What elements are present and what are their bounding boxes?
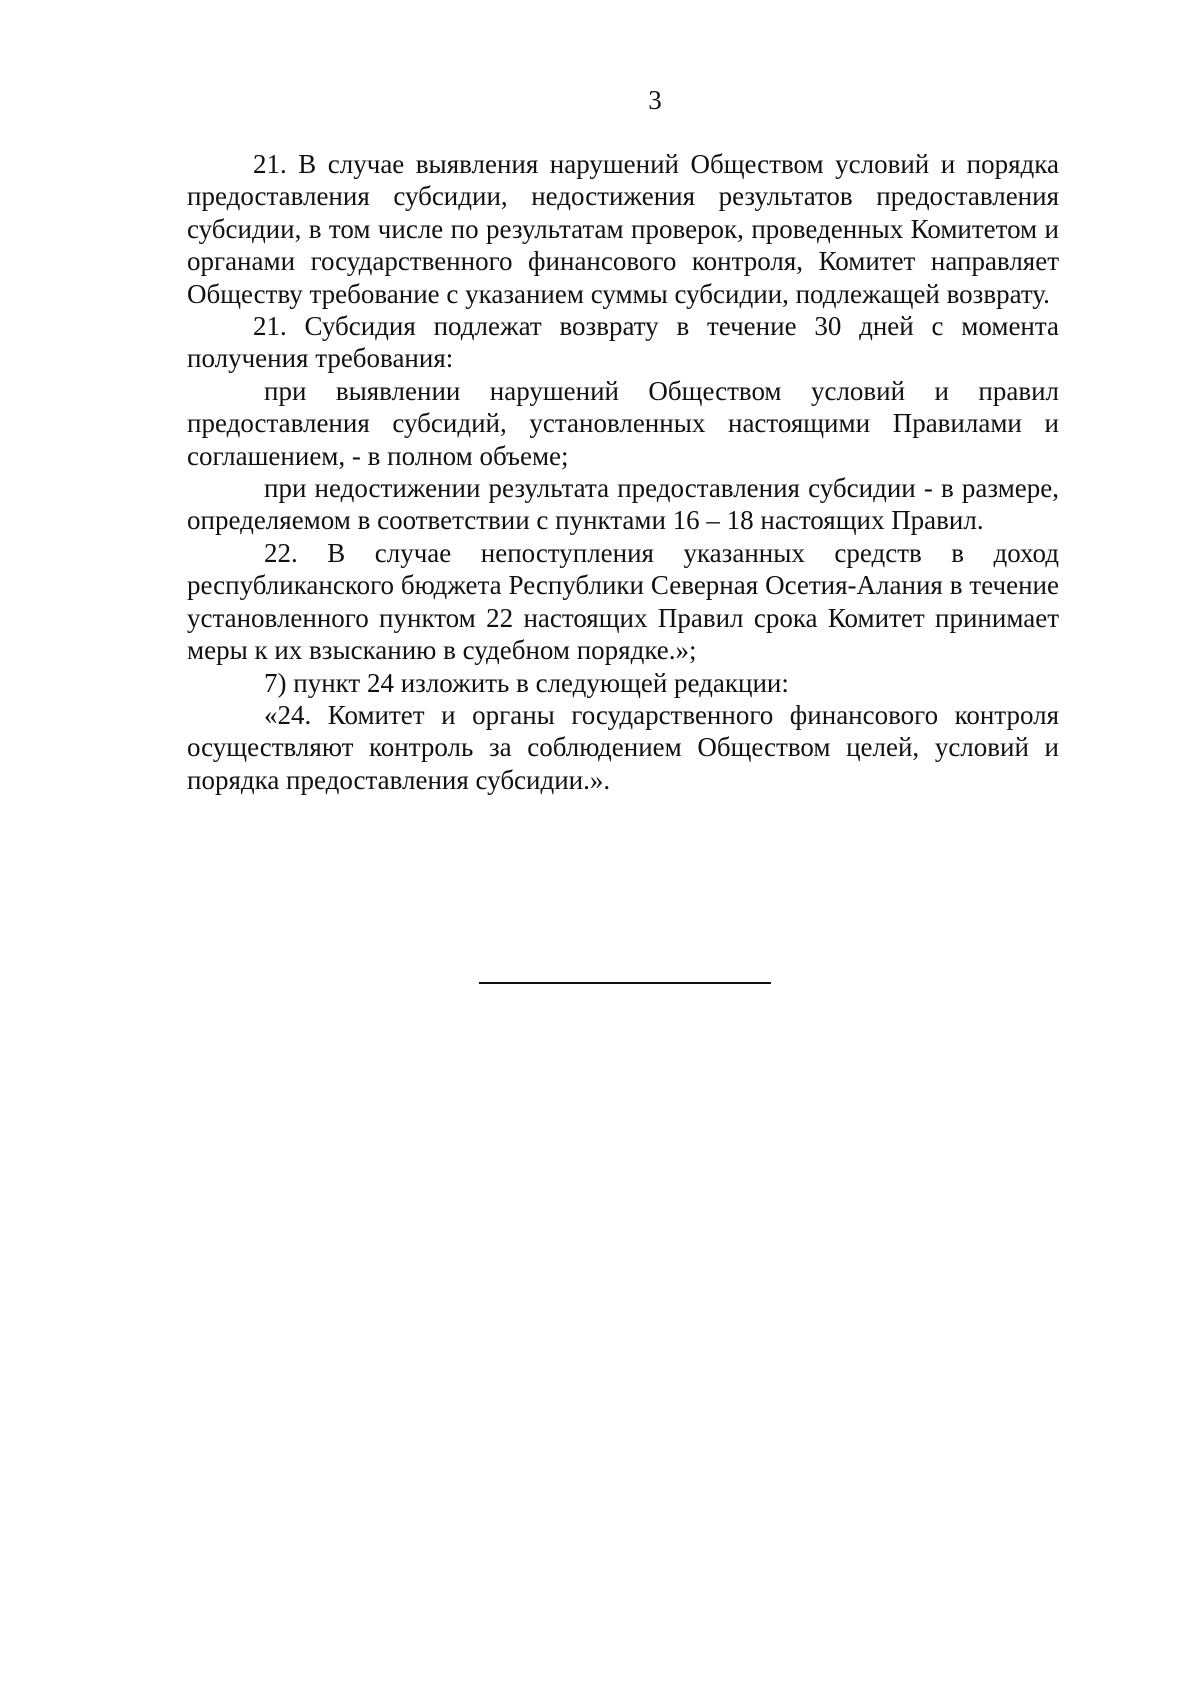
page-number: 3 — [648, 85, 662, 115]
paragraph-item-7: 7) пункт 24 изложить в следующей редакции: — [264, 667, 789, 698]
paragraph-22-recovery: 22. В случае непоступления указанных средств в доход республиканского бюджета Республики Северная Осетия-Алания в течение установленного пунктом 22 настоящих Правил срока Комитет принимает меры к их взысканию в судебном порядке.»; — [187, 537, 1059, 666]
document-body — [187, 148, 1059, 796]
paragraph-24-control: «24. Комитет и органы государственного финансового контроля осуществляют контроль за соблюдением Обществом целей, условий и порядка предоставления субсидии.». — [187, 699, 1059, 795]
paragraph-21-violations: 21. В случае выявления нарушений Обществом условий и порядка предоставления субсидии, недостижения результатов предоставления субсидии, в том числе по результатам проверок, проведенных Комитетом и органами государственного финансового контроля, Комитет направляет Обществу требование с указанием суммы субсидии, подлежащей возврату. — [187, 149, 1059, 309]
paragraph-21-return: 21. Субсидия подлежат возврату в течение 30 дней с момента получения требования: — [187, 311, 1059, 374]
paragraph-full-return: при выявлении нарушений Обществом условий и правил предоставления субсидий, установленных настоящими Правилами и соглашением, - в полном объеме; — [187, 375, 1059, 471]
paragraph-partial-return: при недостижении результата предоставления субсидии - в размере, определяемом в соответствии с пунктами 16 – 18 настоящих Правил. — [187, 473, 1059, 536]
end-separator-line — [479, 982, 771, 984]
